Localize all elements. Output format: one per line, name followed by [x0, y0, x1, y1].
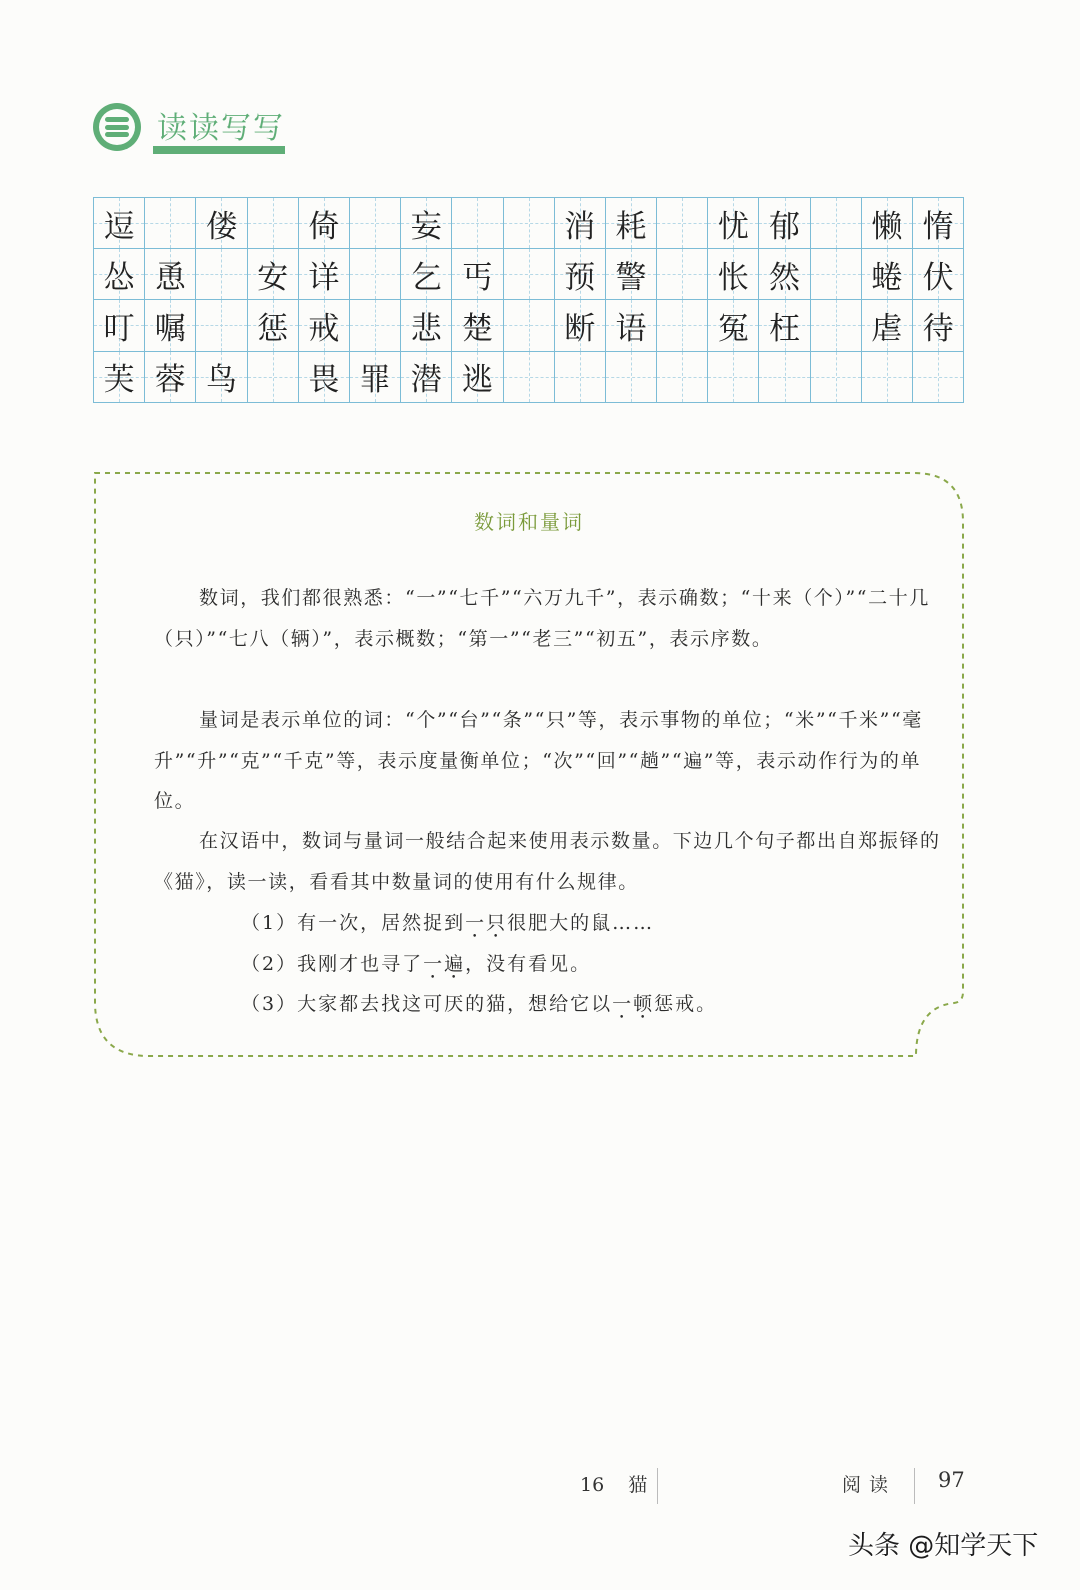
knowledge-note-box: [94, 472, 964, 1057]
grid-cell: [299, 300, 350, 351]
grid-cell: [299, 198, 350, 249]
emphasis-mark: 顿: [633, 993, 655, 1015]
grid-character: 耗: [615, 208, 647, 245]
grid-cell: [350, 352, 401, 403]
grid-cell: [145, 198, 196, 249]
grid-character: 楚: [461, 310, 493, 347]
grid-character: 断: [564, 310, 596, 347]
emphasis-mark: 遍: [444, 953, 466, 975]
grid-character: 妄: [410, 208, 442, 245]
grid-cell: [811, 300, 862, 351]
emphasis-mark: 一: [465, 912, 487, 934]
grid-character: 冤: [717, 310, 749, 347]
grid-character: 预: [564, 259, 596, 296]
grid-character: 叮: [103, 310, 135, 347]
lesson-title: 猫: [628, 1474, 648, 1496]
example-sentence-2: （2）我刚才也寻了一遍，没有看见。: [241, 953, 592, 975]
grid-character: 枉: [769, 310, 801, 347]
example-sentence-3: （3）大家都去找这可厌的猫，想给它以一顿惩戒。: [241, 993, 718, 1015]
grid-cell: [452, 249, 503, 300]
grid-cell: [350, 300, 401, 351]
grid-cell: [913, 198, 964, 249]
emphasis-mark: 一: [612, 993, 634, 1015]
grid-character: 芙: [103, 362, 135, 399]
grid-character: 偻: [205, 208, 237, 245]
grid-character: 乞: [410, 259, 442, 296]
grid-character: 蜷: [871, 259, 903, 296]
grid-cell: [248, 249, 299, 300]
grid-character: 懒: [871, 208, 903, 245]
grid-character: 鸟: [205, 362, 237, 399]
grid-cell: [555, 198, 606, 249]
emphasis-mark: 只: [486, 912, 508, 934]
grid-character: 丐: [461, 259, 493, 296]
character-practice-grid: [93, 197, 964, 403]
grid-character: 安: [257, 259, 289, 296]
grid-character: 潜: [410, 362, 442, 399]
footer-divider: [657, 1468, 658, 1504]
grid-cell: [248, 352, 299, 403]
grid-character: 罪: [359, 362, 391, 399]
grid-cell: [759, 352, 810, 403]
section-title: 读读写写: [157, 111, 285, 146]
grid-cell: [145, 249, 196, 300]
grid-cell: [299, 352, 350, 403]
grid-character: 恿: [154, 259, 186, 296]
section-number-badge-icon: [93, 103, 141, 151]
grid-cell: [94, 198, 145, 249]
grid-cell: [350, 249, 401, 300]
grid-cell: [759, 249, 810, 300]
grid-character: 待: [922, 310, 954, 347]
grid-cell: [196, 352, 247, 403]
grid-cell: [708, 198, 759, 249]
paragraph-classifiers: 量词是表示单位的词：“个”“台”“条”“只”等，表示事物的单位；“米”“千米”“毫升”“升”“克”“千克”等，表示度量衡单位；“次”“回”“趟”“遍”等，表示动作行为的单位。: [154, 709, 923, 812]
grid-cell: [196, 198, 247, 249]
grid-cell: [811, 198, 862, 249]
grid-character: 消: [564, 208, 596, 245]
grid-cell: [401, 198, 452, 249]
grid-cell: [452, 352, 503, 403]
grid-cell: [913, 249, 964, 300]
footer-divider: [914, 1468, 915, 1504]
grid-cell: [452, 300, 503, 351]
grid-cell: [504, 300, 555, 351]
grid-cell: [555, 249, 606, 300]
footer-lesson: [580, 1470, 647, 1497]
grid-cell: [555, 352, 606, 403]
emphasis-mark: 一: [423, 953, 445, 975]
grid-cell: [350, 198, 401, 249]
grid-character: 逃: [461, 362, 493, 399]
grid-character: 虐: [871, 310, 903, 347]
grid-cell: [504, 249, 555, 300]
grid-cell: [708, 249, 759, 300]
grid-cell: [145, 300, 196, 351]
grid-cell: [504, 352, 555, 403]
grid-cell: [913, 300, 964, 351]
grid-character: 语: [615, 310, 647, 347]
grid-cell: [248, 198, 299, 249]
grid-cell: [555, 300, 606, 351]
grid-cell: [94, 352, 145, 403]
grid-cell: [759, 300, 810, 351]
grid-character: 倚: [308, 208, 340, 245]
grid-character: 怂: [103, 259, 135, 296]
grid-cell: [708, 300, 759, 351]
grid-cell: [196, 300, 247, 351]
grid-cell: [94, 249, 145, 300]
grid-cell: [401, 352, 452, 403]
grid-cell: [759, 198, 810, 249]
grid-cell: [862, 352, 913, 403]
grid-cell: [862, 300, 913, 351]
grid-cell: [708, 352, 759, 403]
grid-cell: [862, 198, 913, 249]
paragraph-usage: 在汉语中，数词与量词一般结合起来使用表示数量。下边几个句子都出自郑振铎的《猫》，读一读，看看其中数量词的使用有什么规律。: [154, 830, 941, 893]
grid-cell: [913, 352, 964, 403]
grid-cell: [811, 352, 862, 403]
note-title: 数词和量词: [474, 510, 584, 534]
paragraph-numerals: 数词，我们都很熟悉：“一”“七千”“六万九千”，表示确数；“十来（个）”“二十几（只）”“七八（辆）”，表示概数；“第一”“老三”“初五”，表示序数。: [154, 587, 930, 650]
grid-cell: [657, 249, 708, 300]
grid-character: 警: [615, 259, 647, 296]
grid-cell: [657, 352, 708, 403]
grid-character: 惩: [257, 310, 289, 347]
footer-section-label: 阅读: [842, 1474, 897, 1496]
grid-character: 怅: [717, 259, 749, 296]
example-sentence-1: （1）有一次，居然捉到一只很肥大的鼠……: [241, 912, 655, 934]
grid-character: 郁: [769, 208, 801, 245]
grid-cell: [606, 198, 657, 249]
grid-cell: [452, 198, 503, 249]
grid-character: 嘱: [154, 310, 186, 347]
grid-cell: [248, 300, 299, 351]
grid-cell: [299, 249, 350, 300]
grid-character: 然: [769, 259, 801, 296]
grid-cell: [657, 198, 708, 249]
grid-character: 戒: [308, 310, 340, 347]
page-number: 97: [938, 1468, 965, 1492]
grid-cell: [606, 300, 657, 351]
watermark: 头条 @知学天下: [848, 1531, 1039, 1561]
grid-cell: [657, 300, 708, 351]
grid-character: 蓉: [154, 362, 186, 399]
grid-character: 惰: [922, 208, 954, 245]
grid-cell: [401, 249, 452, 300]
grid-cell: [862, 249, 913, 300]
grid-cell: [504, 198, 555, 249]
grid-cell: [196, 249, 247, 300]
grid-cell: [401, 300, 452, 351]
grid-cell: [606, 352, 657, 403]
grid-cell: [811, 249, 862, 300]
section-title-underline: [153, 146, 285, 154]
grid-character: 伏: [922, 259, 954, 296]
grid-character: 详: [308, 259, 340, 296]
grid-character: 逗: [103, 208, 135, 245]
grid-cell: [606, 249, 657, 300]
grid-character: 悲: [410, 310, 442, 347]
grid-cell: [145, 352, 196, 403]
grid-character: 畏: [308, 362, 340, 399]
grid-character: 忧: [717, 208, 749, 245]
grid-cell: [94, 300, 145, 351]
lesson-number: 16: [580, 1474, 605, 1496]
